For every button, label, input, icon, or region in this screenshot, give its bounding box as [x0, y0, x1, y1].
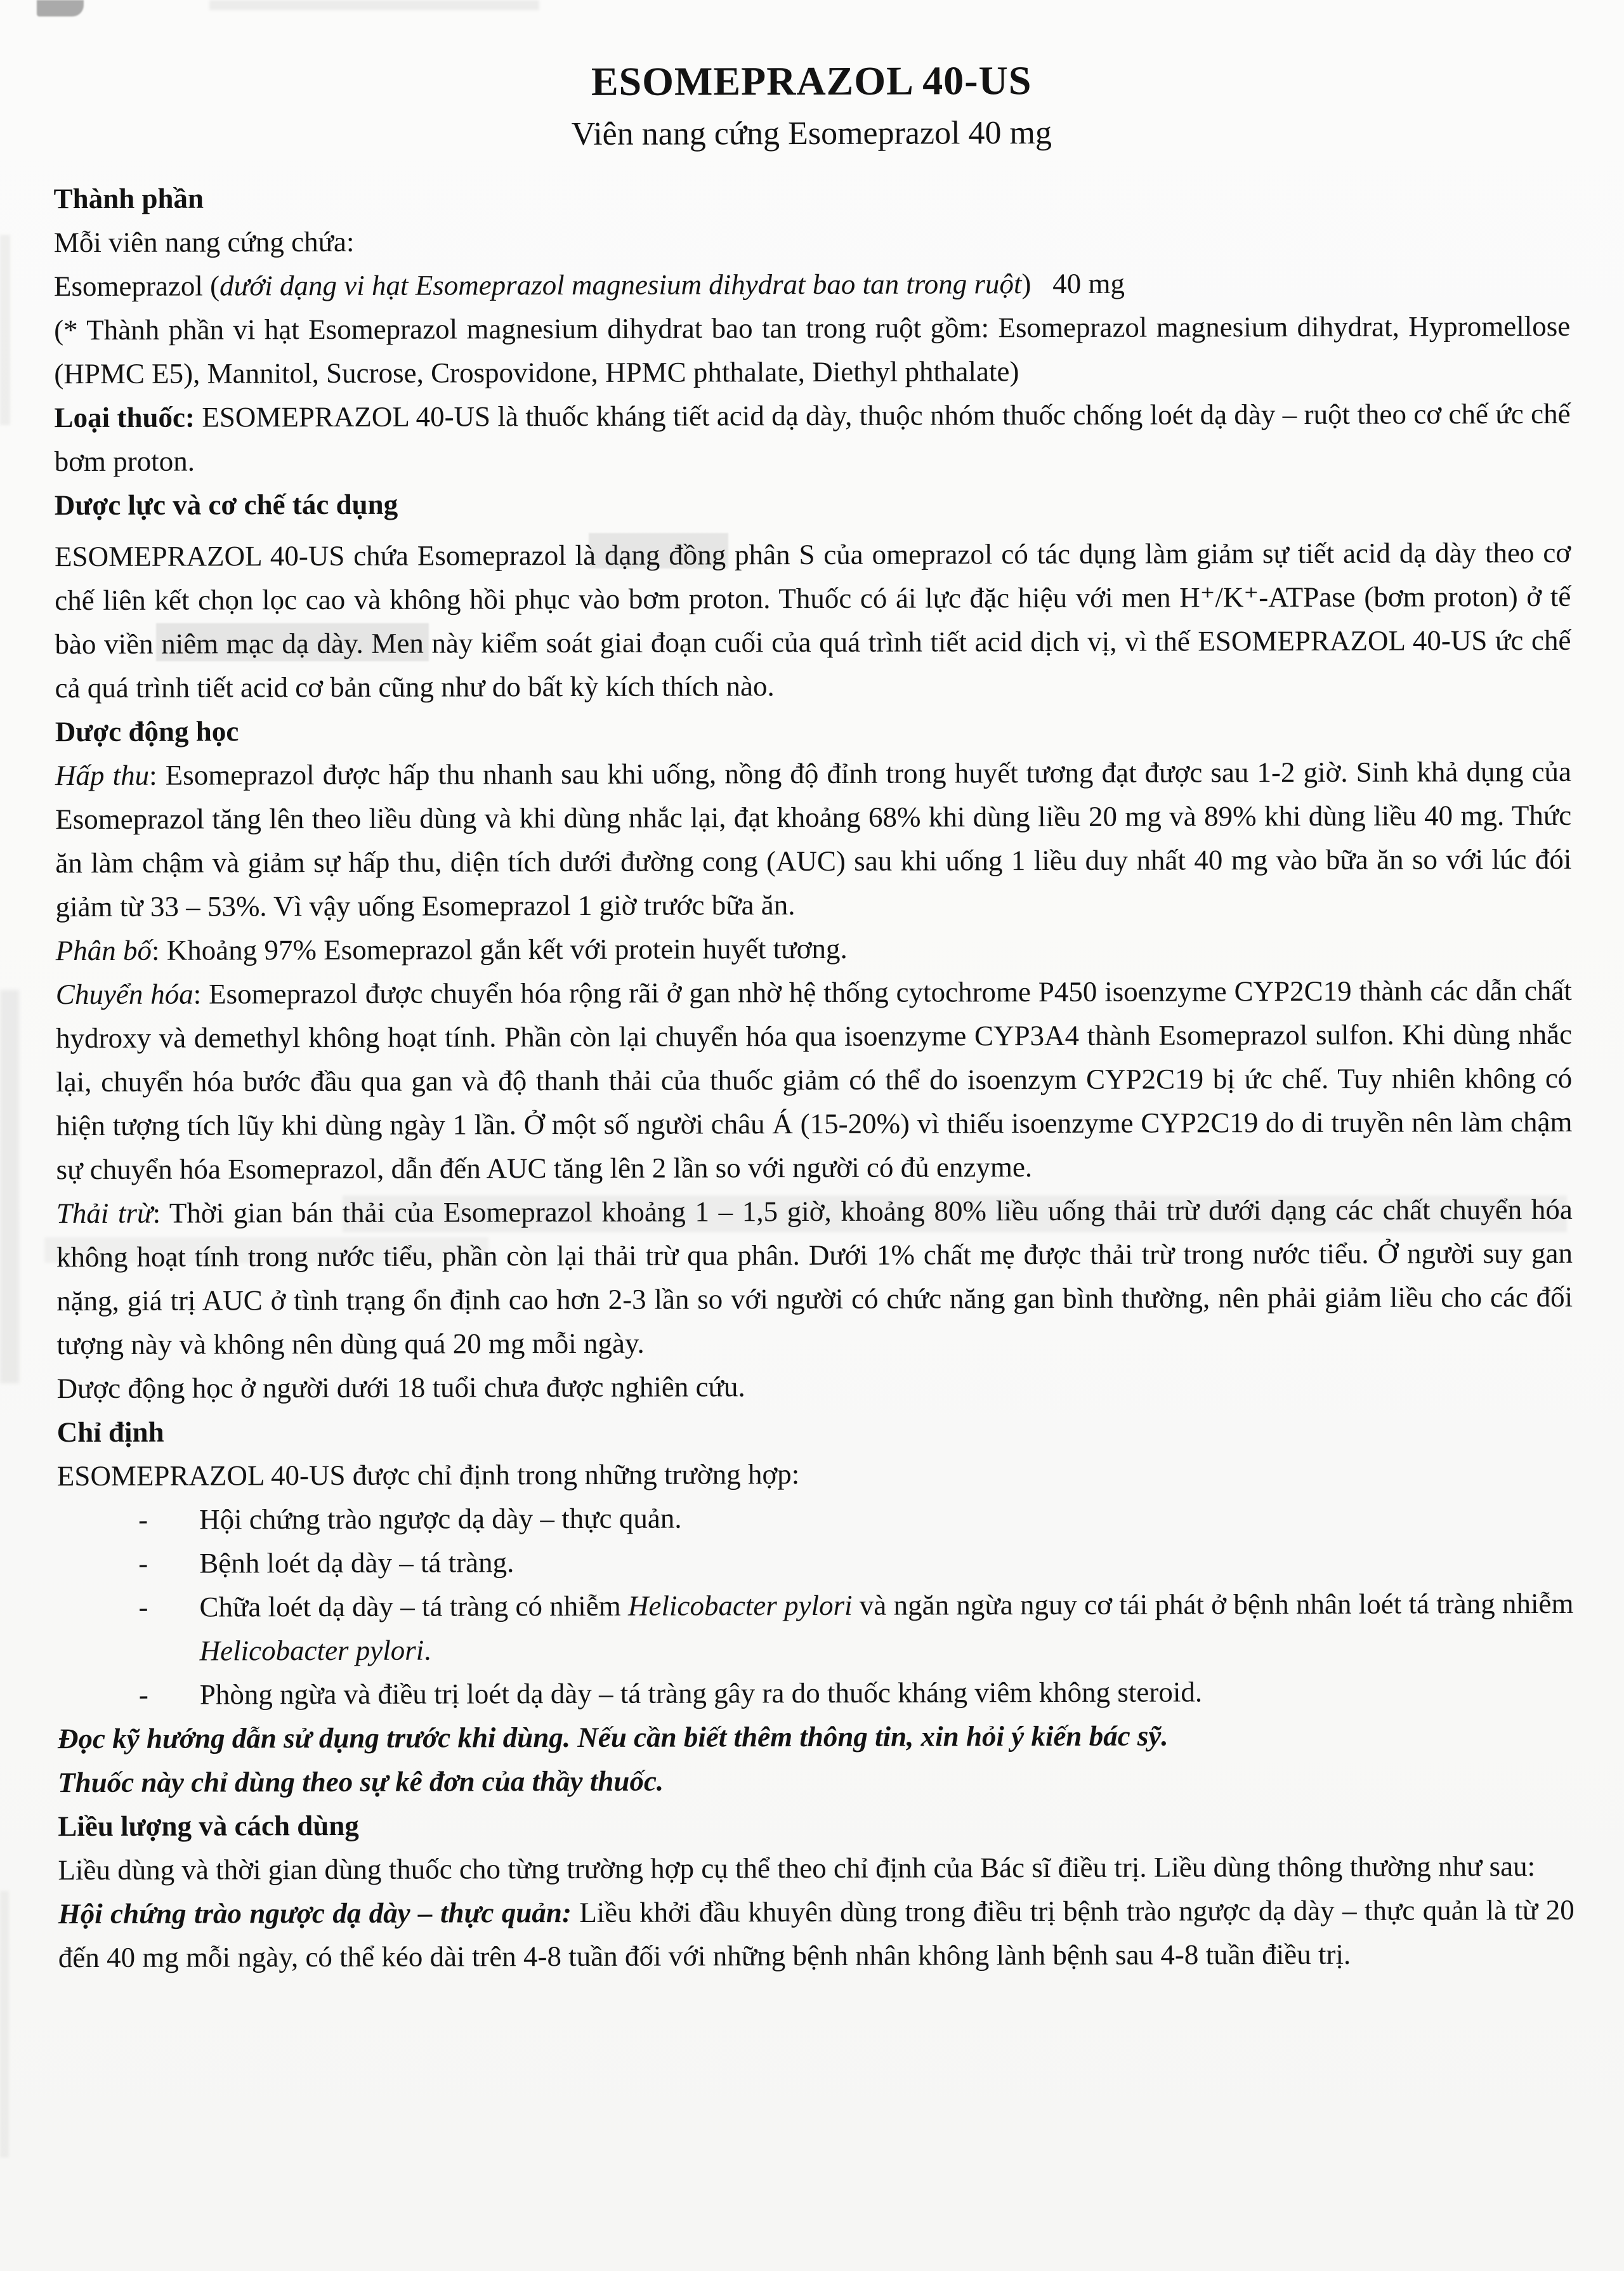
text-run: Chữa loét dạ dày – tá tràng có nhiễm: [199, 1590, 629, 1623]
text-run: : Esomeprazol được hấp thu nhanh sau khi uống, nồng độ đỉnh trong huyết tương đạt được sau 1-2 giờ. Sinh khả dụng của Esomeprazol tăng lên theo liều dùng và khi dùng nhắc lại, đạt khoảng 68% khi dùng liều 20 mg và 89% khi dùng liều 40 mg. Thức ăn làm chậm và giảm sự hấp thu, diện tích dưới đường cong (AUC) sau khi uống 1 liều duy nhất 40 mg vào bữa ăn so với lúc đói giảm từ 33 – 53%. Vì vậy uống Esomeprazol 1 giờ trước bữa ăn.: [55, 755, 1579, 923]
scan-streak-left-upper: [0, 235, 10, 425]
bullet-dash: -: [138, 1503, 148, 1536]
text-run: : Thời gian bán thải của Esomeprazol khoảng 1 – 1,5 giờ, khoảng 80% liều uống thải trừ dưới dạng các chất chuyển hóa không hoạt tính trong nước tiểu, phần còn lại thải trừ qua phân. Dưới 1% chất mẹ được thải trừ trong nước tiểu. Ở người suy gan nặng, giá trị AUC ở tình trạng ổn định cao hơn 2-3 lần so với người có chức năng gan bình thường, nên phải giảm liều cho các đối tượng này và không nên dùng quá 20 mg mỗi ngày.: [56, 1193, 1580, 1361]
indication-item: [57, 1494, 1573, 1542]
italic-run: Helicobacter pylori: [627, 1589, 853, 1622]
paragraph-pediatric: Dược động học ở người dưới 18 tuổi chưa được nghiên cứu.: [56, 1371, 745, 1405]
text-run: Liều khởi đầu khuyên dùng trong điều trị bệnh trào ngược dạ dày – thực quản là từ 20 đến 40 mg mỗi ngày, có thể kéo dài trên 4-8 tuần đối với những bệnh nhân không lành bệnh sau 4-8 tuần điều trị.: [58, 1893, 1581, 1974]
bold-italic-run: Hội chứng trào ngược dạ dày – thực quản:: [58, 1897, 572, 1930]
text-run: ESOMEPRAZOL 40-US là thuốc kháng tiết acid dạ dày, thuộc nhóm thuốc chống loét dạ dày – ruột theo cơ chế ức chế bơm proton.: [54, 397, 1578, 478]
indication-text: [199, 1582, 1573, 1673]
section-heading-chi-dinh: Chỉ định: [56, 1416, 164, 1449]
italic-run: Hấp thu: [55, 759, 150, 792]
scan-streak-left-middle: [0, 990, 19, 1383]
text-run: : Khoảng 97% Esomeprazol gắn kết với protein huyết tương.: [151, 932, 848, 966]
indication-text: Hội chứng trào ngược dạ dày – thực quản.: [199, 1502, 682, 1536]
bold-run: Loại thuốc:: [54, 401, 195, 434]
advice-read-instructions: Đọc kỹ hướng dẫn sử dụng trước khi dùng. Nếu cần biết thêm thông tin, xin hỏi ý kiến bác sỹ.: [57, 1720, 1169, 1755]
bullet-dash: -: [138, 1547, 148, 1579]
drug-title: ESOMEPRAZOL 40-US: [591, 58, 1032, 104]
italic-run: Phân bố: [55, 934, 152, 967]
indication-text: Phòng ngừa và điều trị loét dạ dày – tá tràng gây ra do thuốc kháng viêm không steroid.: [199, 1676, 1203, 1711]
text-run: .: [424, 1634, 431, 1666]
paragraph-absorption: [55, 750, 1579, 929]
section-heading-duoc-dong-hoc: Dược động học: [55, 715, 239, 748]
paragraph-dosage-intro: Liều dùng và thời gian dùng thuốc cho từng trường hợp cụ thể theo chỉ định của Bác sĩ điều trị. Liều dùng thông thường như sau:: [58, 1850, 1536, 1886]
indication-item: [57, 1538, 1573, 1586]
text-run: Esomeprazol (: [53, 270, 220, 303]
leaflet-content: [53, 56, 1581, 1980]
paragraph-pellet-note: (* Thành phần vi hạt Esomeprazol magnesium dihydrat bao tan trong ruột gồm: Esomeprazol magnesium dihydrat, Hypromellose (HPMC E5), Mannitol, Sucrose, Crospovidone, HPMC phthalate, Diethyl phthalate): [54, 310, 1571, 390]
paragraph-elimination: [56, 1188, 1580, 1367]
paragraph-indications-intro: ESOMEPRAZOL 40-US được chỉ định trong những trường hợp:: [56, 1458, 800, 1492]
scan-smudge-top: [209, 0, 539, 10]
paragraph-drug-class: [54, 392, 1578, 484]
section-heading-thanh-phan: Thành phần: [53, 182, 204, 215]
scan-smudge-top-left: [37, 0, 84, 16]
text-run: : Esomeprazol được chuyển hóa rộng rãi ở gan nhờ hệ thống cytochrome P450 isoenzyme CYP2C19 thành các dẫn chất hydroxy và demethyl không hoạt tính. Phần còn lại chuyển hóa qua isoenzyme CYP3A4 thành Esomeprazol sulfon. Khi dùng nhắc lại, chuyển hóa bước đầu qua gan và độ thanh thải của thuốc giảm có thể do isoenzym CYP2C19 bị ức chế. Tuy nhiên không có hiện tượng tích lũy khi dùng ngày 1 lần. Ở một số người châu Á (15-20%) vì thiếu isoenzyme CYP2C19 do di truyền nên làm chậm sự chuyển hóa Esomeprazol, dẫn đến AUC tăng lên 2 lần so với người có đủ enzyme.: [56, 974, 1580, 1186]
scan-streak-left-lower: [0, 1891, 9, 2157]
italic-run: dưới dạng vi hạt Esomeprazol magnesium dihydrat bao tan trong ruột: [219, 268, 1022, 302]
italic-run: Thải trừ: [56, 1197, 153, 1230]
text-run: và ngăn ngừa nguy cơ tái phát ở bệnh nhân loét tá tràng nhiễm: [852, 1587, 1574, 1621]
bullet-dash: -: [138, 1678, 148, 1711]
text-run: ) 40 mg: [1021, 267, 1125, 300]
italic-run: Helicobacter pylori: [199, 1634, 424, 1667]
bullet-dash: -: [138, 1591, 148, 1623]
indication-item: [58, 1669, 1574, 1717]
italic-run: Chuyển hóa: [55, 978, 193, 1011]
paragraph-composition-intro: Mỗi viên nang cứng chứa:: [53, 225, 355, 259]
drug-subtitle: Viên nang cứng Esomeprazol 40 mg: [571, 115, 1052, 152]
paragraph-distribution: [56, 925, 1572, 973]
paragraph-dosage-gerd: [58, 1888, 1581, 1980]
section-heading-lieu-luong: Liều lượng và cách dùng: [58, 1809, 359, 1843]
indication-text: Bệnh loét dạ dày – tá tràng.: [199, 1546, 514, 1579]
section-heading-duoc-luc: Dược lực và cơ chế tác dụng: [54, 488, 398, 522]
advice-prescription-only: Thuốc này chỉ dùng theo sự kê đơn của thầy thuốc.: [58, 1765, 664, 1799]
paragraph-pharmacodynamics: ESOMEPRAZOL 40-US chứa Esomeprazol là dạng đồng phân S của omeprazol có tác dụng làm giảm sự tiết acid dạ dày theo cơ chế liên kết chọn lọc cao và không hồi phục vào bơm proton. Thuốc có ái lực đặc hiệu với men H⁺/K⁺-ATPase (bơm proton) ở tế bào viền niêm mạc dạ dày. Men này kiểm soát giai đoạn cuối của quá trình tiết acid dịch vị, vì thế ESOMEPRAZOL 40-US ức chế cả quá trình tiết acid cơ bản cũng như do bất kỳ kích thích nào.: [55, 536, 1571, 704]
paragraph-ingredient: [54, 261, 1570, 308]
paragraph-metabolism: [55, 969, 1580, 1192]
indication-item: [57, 1582, 1573, 1673]
